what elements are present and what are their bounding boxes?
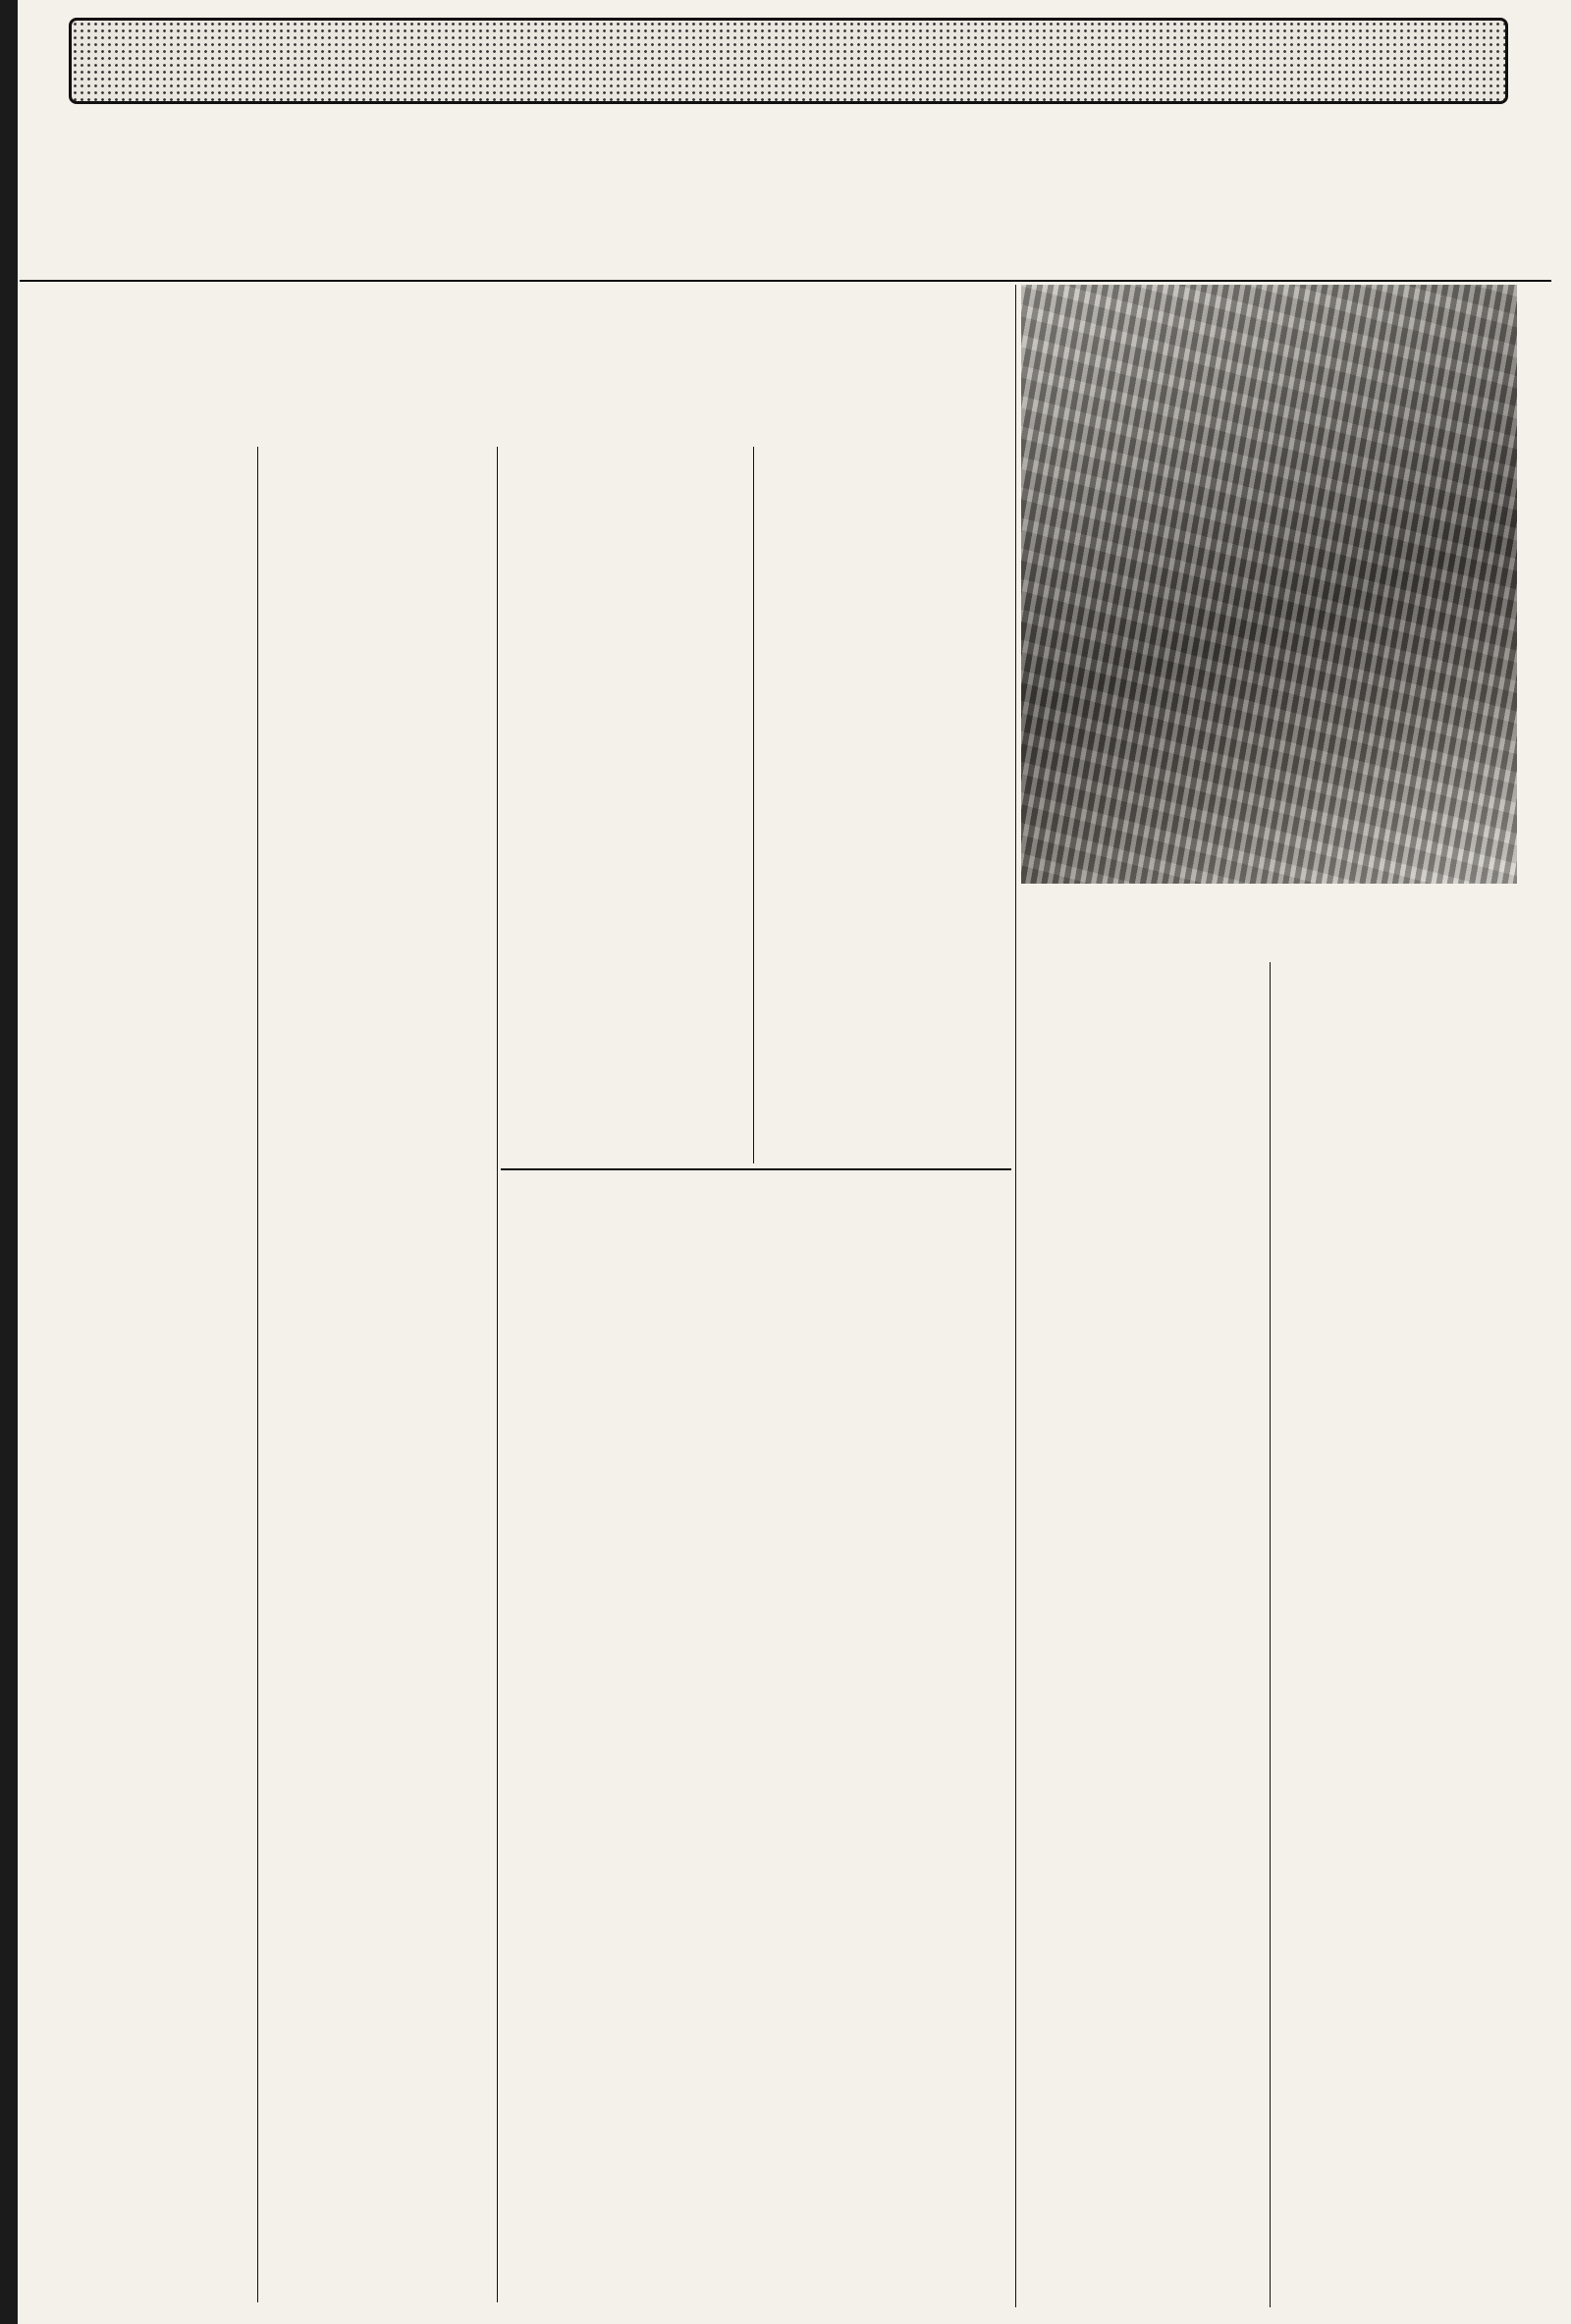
monastery-photo bbox=[1021, 285, 1517, 884]
column-rule bbox=[1270, 962, 1271, 2307]
photo-texture bbox=[1021, 285, 1517, 884]
column-rule bbox=[497, 447, 498, 2302]
article-column-3 bbox=[503, 447, 748, 1163]
column-rule bbox=[257, 447, 258, 2302]
main-headline bbox=[20, 108, 1551, 275]
book-article bbox=[501, 1173, 1021, 1478]
book-column-1 bbox=[503, 1492, 748, 2307]
headline-rule bbox=[20, 280, 1551, 282]
article-column-4 bbox=[758, 447, 1008, 1163]
column-rule bbox=[753, 447, 754, 1163]
adjacent-page-edge bbox=[0, 0, 18, 2324]
article-column-6 bbox=[1274, 962, 1525, 2307]
book-column-2 bbox=[758, 1492, 1008, 2307]
section-rule bbox=[501, 1168, 1011, 1170]
article-column-5 bbox=[1021, 962, 1267, 2307]
article-column-2 bbox=[263, 447, 491, 2302]
kicker-banner bbox=[69, 18, 1508, 104]
article-deck bbox=[20, 295, 864, 310]
column-rule bbox=[1015, 285, 1016, 2307]
article-column-1 bbox=[22, 447, 249, 2302]
article-column-limania bbox=[790, 285, 1011, 442]
